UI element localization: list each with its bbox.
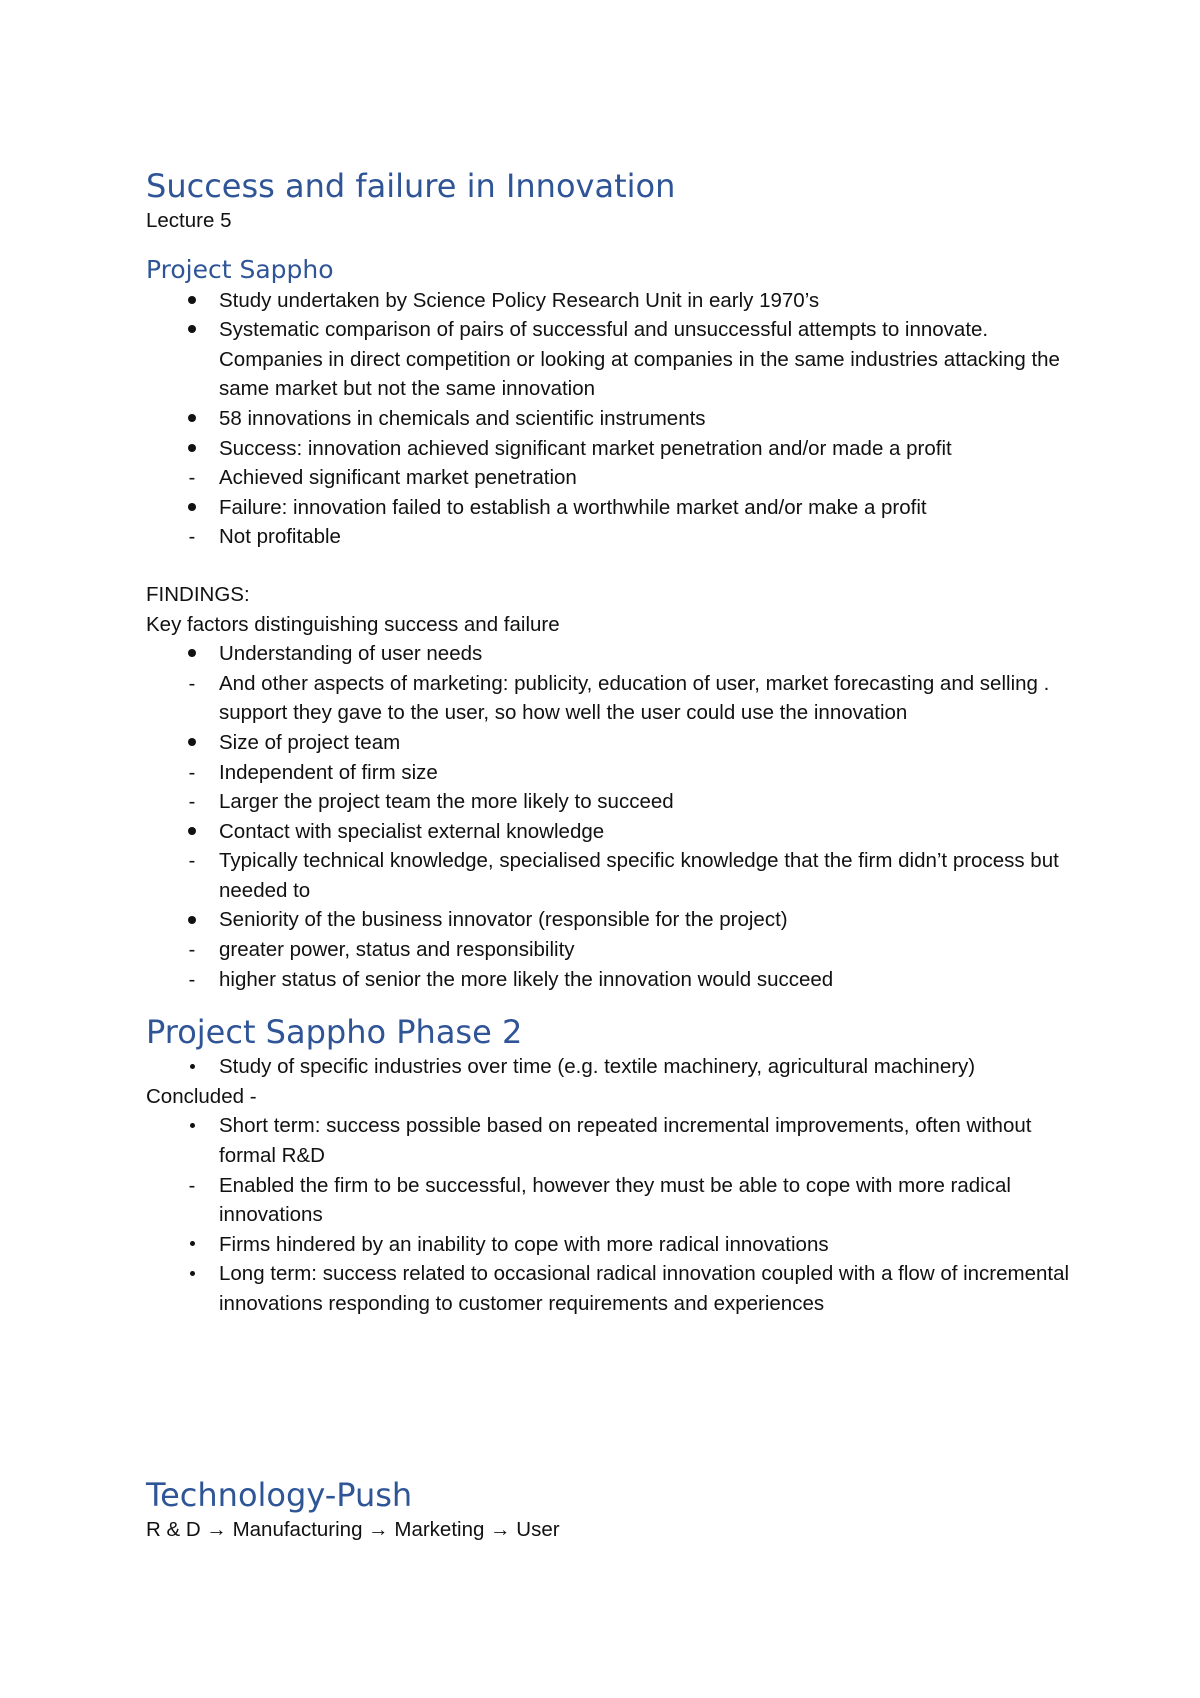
- list-item-text: greater power, status and responsibility: [219, 938, 575, 962]
- list-item-text: Short term: success possible based on repeated incremental improvements, often without formal R&D: [219, 1114, 1032, 1168]
- lecture-label: Lecture 5: [146, 209, 232, 232]
- bullet-list-item: [146, 493, 1086, 523]
- dash-list-item: [146, 965, 1086, 995]
- list-item-text: Systematic comparison of pairs of successful and unsuccessful attempts to innovate. Companies in direct competition or looking at companies in the same industries attacking the same market but not the same innovation: [219, 318, 1060, 401]
- list-item-text: 58 innovations in chemicals and scientific instruments: [219, 406, 706, 430]
- list-item-text: Independent of firm size: [219, 760, 438, 784]
- list-item-text: And other aspects of marketing: publicity, education of user, market forecasting and selling . support they gave to the user, so how well the user could use the innovation: [219, 671, 1050, 725]
- list-item-text: Firms hindered by an inability to cope with more radical innovations: [219, 1232, 829, 1256]
- dash-marker-icon: [182, 846, 202, 877]
- list-item-text: Seniority of the business innovator (responsible for the project): [219, 908, 788, 932]
- dash-marker-icon: [182, 758, 202, 789]
- dash-marker-icon: [182, 935, 202, 966]
- bullet-marker-icon: [182, 434, 202, 464]
- section-heading-project-sappho: Project Sappho: [146, 254, 334, 284]
- bullet-marker-icon: [182, 493, 202, 523]
- list-item-text: Success: innovation achieved significant market penetration and/or made a profit: [219, 436, 952, 460]
- list-item-text: higher status of senior the more likely the innovation would succeed: [219, 967, 834, 991]
- findings-label: FINDINGS:: [146, 582, 250, 606]
- bullet-list-item: [146, 1259, 1086, 1318]
- list-item-text: Long term: success related to occasional radical innovation coupled with a flow of incremental innovations responding to customer requirements and experiences: [219, 1262, 1070, 1315]
- phase-2-list-2: [146, 1111, 1086, 1318]
- dash-marker-icon: [182, 1171, 202, 1202]
- dash-list-item: [146, 522, 1086, 552]
- bullet-list-item: [146, 286, 1086, 316]
- bullet-list-item: [146, 1111, 1086, 1170]
- bullet-marker-icon: [182, 639, 202, 669]
- bullet-list-item: [146, 905, 1086, 935]
- bullet-list-item: [146, 404, 1086, 434]
- bullet-marker-icon: [182, 404, 202, 434]
- section-heading-project-sappho-phase-2: Project Sappho Phase 2: [146, 1013, 523, 1052]
- list-item-text: Not profitable: [219, 525, 341, 549]
- list-item-text: Failure: innovation failed to establish a worthwhile market and/or make a profit: [219, 495, 927, 519]
- dash-list-item: [146, 935, 1086, 965]
- bullet-marker-icon: [182, 1111, 202, 1141]
- bullet-list-item: [146, 315, 1086, 404]
- bullet-marker-icon: [182, 817, 202, 847]
- list-item-text: Understanding of user needs: [219, 642, 483, 666]
- list-item-text: Typically technical knowledge, specialised specific knowledge that the firm didn’t process but needed to: [219, 849, 1059, 902]
- dash-list-item: [146, 787, 1086, 817]
- bullet-list-item: [146, 728, 1086, 758]
- dash-marker-icon: [182, 463, 202, 494]
- dash-marker-icon: [182, 965, 202, 996]
- bullet-marker-icon: [182, 315, 202, 345]
- bullet-list-item: [146, 1230, 1086, 1260]
- dash-marker-icon: [182, 522, 202, 553]
- list-item-text: Contact with specialist external knowledge: [219, 819, 605, 843]
- bullet-list-item: [146, 434, 1086, 464]
- bullet-marker-icon: [182, 1052, 202, 1082]
- findings-list: [146, 639, 1086, 994]
- bullet-list-item: [146, 639, 1086, 669]
- document-content: [146, 166, 1086, 1544]
- dash-marker-icon: [182, 669, 202, 700]
- technology-push-flow: R & D → Manufacturing → Marketing → User: [146, 1517, 560, 1541]
- bullet-marker-icon: [182, 1230, 202, 1260]
- dash-list-item: [146, 669, 1086, 728]
- list-item-text: Size of project team: [219, 730, 401, 754]
- list-item-text: Study undertaken by Science Policy Research Unit in early 1970’s: [219, 288, 820, 312]
- bullet-list-item: [146, 817, 1086, 847]
- bullet-list-item: [146, 1052, 1086, 1082]
- dash-list-item: [146, 463, 1086, 493]
- bullet-marker-icon: [182, 1259, 202, 1289]
- dash-list-item: [146, 846, 1086, 905]
- project-sappho-list: [146, 286, 1086, 552]
- dash-list-item: [146, 758, 1086, 788]
- bullet-marker-icon: [182, 286, 202, 316]
- section-heading-technology-push: Technology-Push: [146, 1475, 413, 1514]
- phase-2-list-1: [146, 1052, 1086, 1082]
- document-title: Success and failure in Innovation: [146, 167, 676, 205]
- list-item-text: Achieved significant market penetration: [219, 466, 577, 490]
- list-item-text: Enabled the firm to be successful, however they must be able to cope with more radical innovations: [219, 1173, 1011, 1227]
- list-item-text: Study of specific industries over time (e.g. textile machinery, agricultural machinery): [219, 1055, 976, 1079]
- list-item-text: Larger the project team the more likely to succeed: [219, 790, 674, 814]
- dash-marker-icon: [182, 787, 202, 818]
- bullet-marker-icon: [182, 728, 202, 758]
- bullet-marker-icon: [182, 905, 202, 935]
- dash-list-item: [146, 1171, 1086, 1230]
- concluded-label: Concluded -: [146, 1084, 257, 1108]
- findings-intro: Key factors distinguishing success and failure: [146, 612, 560, 636]
